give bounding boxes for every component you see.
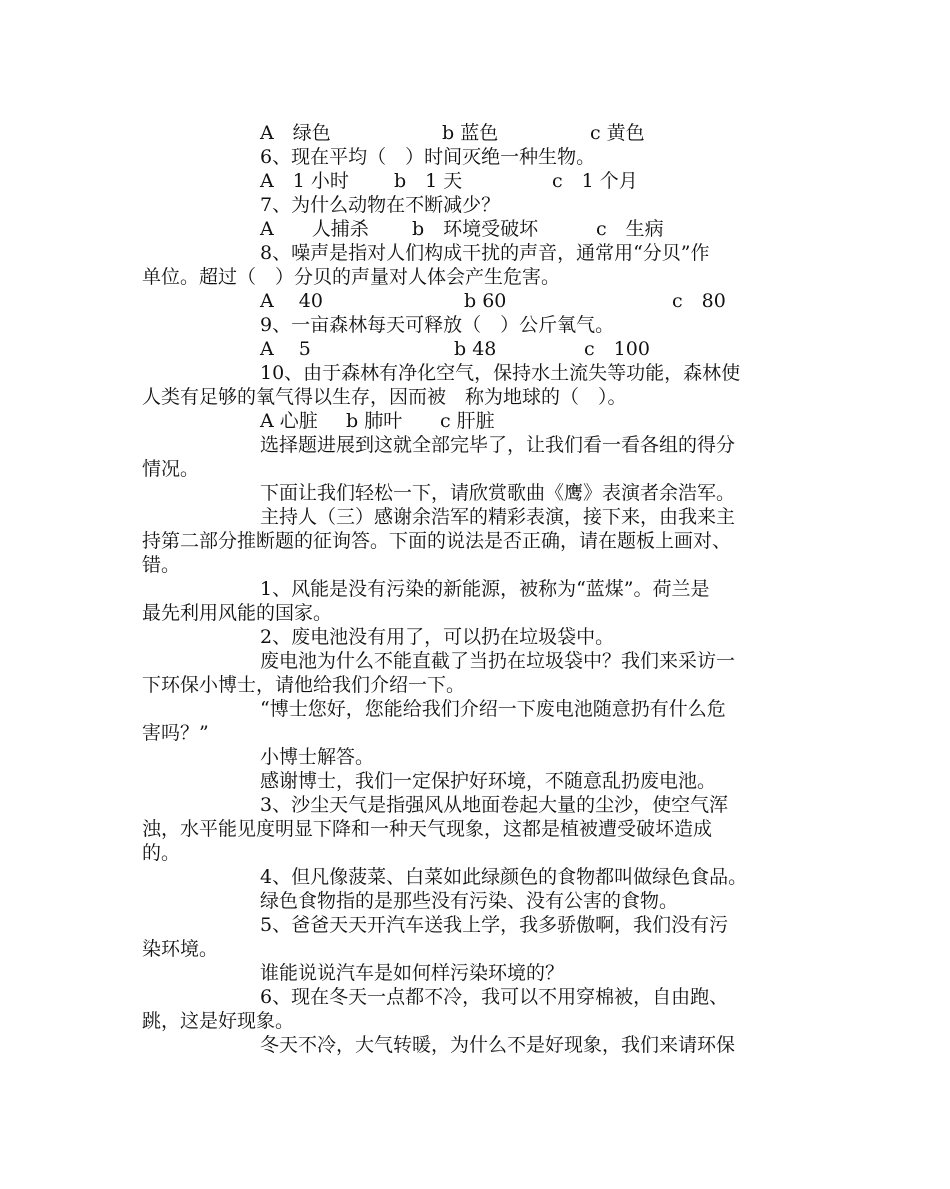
judgment-1-line2: 最先利用风能的国家。 [142, 602, 333, 624]
option-a: A 绿色 [260, 122, 331, 144]
question-10-line2: 人类有足够的氧气得以生存，因而被 称为地球的（ ）。 [142, 386, 627, 408]
judgment-5-line1: 5、爸爸天天开汽车送我上学，我多骄傲啊，我们没有污 [260, 914, 729, 936]
judgment-4: 4、但凡像菠菜、白菜如此绿颜色的食物都叫做绿色食品。 [260, 866, 748, 888]
option-a: A 人捕杀 [260, 218, 369, 240]
paragraph-line: 冬天不冷，大气转暖，为什么不是好现象，我们来请环保 [260, 1034, 736, 1056]
option-c: c 生病 [596, 218, 664, 240]
paragraph-line: 绿色食物指的是那些没有污染、没有公害的食物。 [260, 890, 679, 912]
paragraph-line: 情况。 [142, 458, 200, 480]
option-c: c 黄色 [590, 122, 645, 144]
paragraph-line: 下环保小博士，请他给我们介绍一下。 [142, 674, 466, 696]
question-7: 7、为什么动物在不断减少？ [260, 194, 501, 216]
option-b: b 60 [464, 290, 507, 312]
question-10-line1: 10、由于森林有净化空气，保持水土流失等功能，森林使 [260, 362, 741, 384]
paragraph-line: 小博士解答。 [260, 746, 375, 768]
option-c: c 1 个月 [552, 170, 638, 192]
options-q7 [142, 217, 812, 241]
paragraph-line: 害吗？” [142, 722, 209, 744]
judgment-2: 2、废电池没有用了，可以扔在垃圾袋中。 [260, 626, 615, 648]
paragraph-line: 感谢博士，我们一定保护好环境，不随意乱扔废电池。 [260, 770, 717, 792]
paragraph-line: “博士您好，您能给我们介绍一下废电池随意扔有什么危 [260, 698, 726, 720]
option-c: c 100 [584, 338, 650, 360]
question-8-line2: 单位。超过（ ）分贝的声量对人体会产生危害。 [142, 266, 561, 288]
option-b: b 环境受破坏 [412, 218, 539, 240]
option-a: A 5 [260, 338, 311, 360]
judgment-3-line1: 3、沙尘天气是指强风从地面卷起大量的尘沙，使空气浑 [260, 794, 729, 816]
options-q5 [142, 121, 812, 145]
options-q10 [142, 409, 812, 433]
paragraph-line: 下面让我们轻松一下，请欣赏歌曲《鹰》表演者余浩军。 [260, 482, 736, 504]
option-b: b 肺叶 [346, 410, 403, 432]
paragraph-line: 持第二部分推断题的征询答。下面的说法是否正确，请在题板上画对、 [142, 530, 732, 552]
options-q6 [142, 169, 812, 193]
option-c: c 80 [672, 290, 726, 312]
options-q9 [142, 337, 812, 361]
question-6: 6、现在平均（ ）时间灭绝一种生物。 [260, 146, 596, 168]
paragraph-line: 谁能说说汽车是如何样污染环境的？ [260, 962, 565, 984]
option-a: A 心脏 [260, 410, 318, 432]
judgment-3-line3: 的。 [142, 842, 181, 864]
option-a: A 1 小时 [260, 170, 349, 192]
question-8-line1: 8、噪声是指对人们构成干扰的声音，通常用“分贝”作 [260, 242, 710, 264]
judgment-6-line1: 6、现在冬天一点都不冷，我可以不用穿棉被，自由跑、 [260, 986, 729, 1008]
paragraph-line: 选择题进展到这就全部完毕了，让我们看一看各组的得分 [260, 434, 736, 456]
paragraph-line: 主持人（三）感谢余浩军的精彩表演，接下来，由我来主 [260, 506, 736, 528]
option-a: A 40 [260, 290, 323, 312]
judgment-3-line2: 浊，水平能见度明显下降和一种天气现象，这都是植被遭受破坏造成 [142, 818, 713, 840]
options-q8 [142, 289, 812, 313]
judgment-6-line2: 跳，这是好现象。 [142, 1010, 295, 1032]
judgment-1-line1: 1、风能是没有污染的新能源，被称为“蓝煤”。荷兰是 [260, 578, 710, 600]
paragraph-line: 错。 [142, 554, 181, 576]
question-9: 9、一亩森林每天可释放（ ）公斤氧气。 [260, 314, 615, 336]
option-b: b 48 [454, 338, 497, 360]
judgment-5-line2: 染环境。 [142, 938, 219, 960]
paragraph-line: 废电池为什么不能直截了当扔在垃圾袋中？我们来采访一 [260, 650, 736, 672]
document-body [142, 121, 812, 1057]
option-c: c 肝脏 [440, 410, 495, 432]
option-b: b 蓝色 [442, 122, 499, 144]
option-b: b 1 天 [394, 170, 463, 192]
